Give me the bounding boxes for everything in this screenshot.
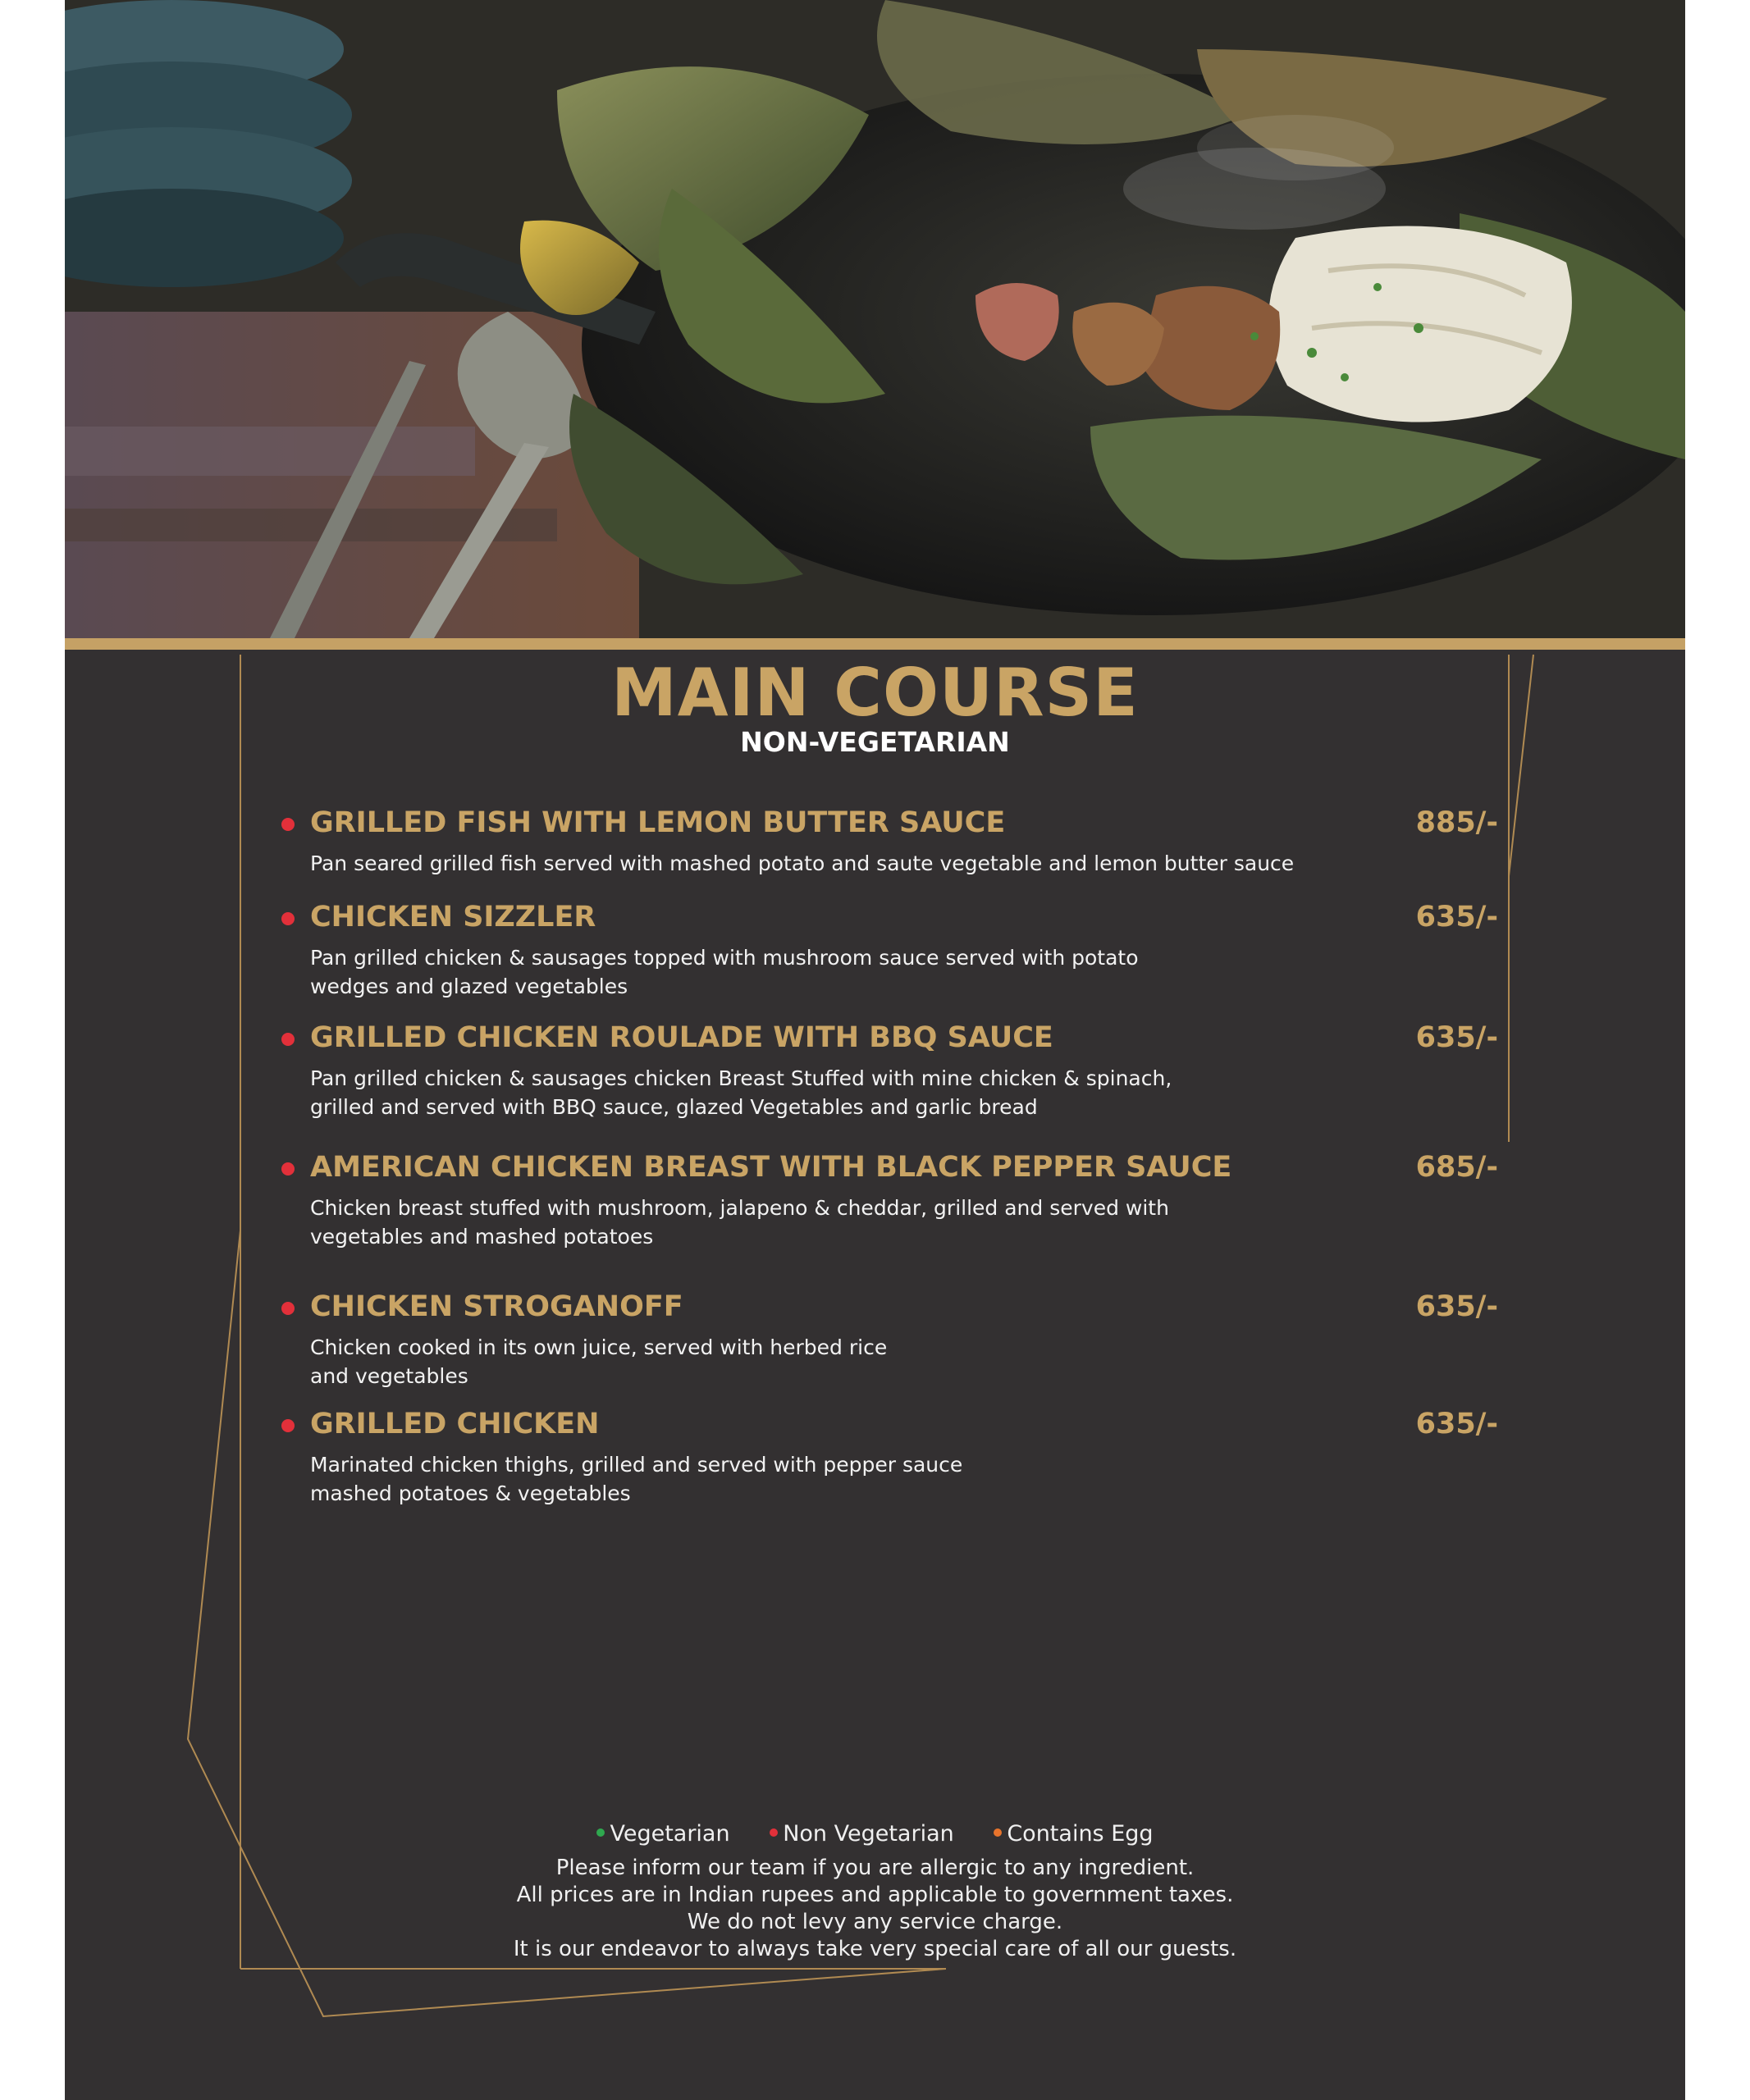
note-line: Please inform our team if you are allergic to any ingredient.	[555, 1856, 1195, 1880]
item-name: AMERICAN CHICKEN BREAST WITH BLACK PEPPER SAUCE	[310, 1151, 1232, 1184]
dietary-legend	[65, 1819, 1685, 1849]
item-name: CHICKEN SIZZLER	[310, 901, 596, 934]
legend-vegetarian	[596, 1819, 729, 1849]
non-veg-dot-icon	[281, 1033, 295, 1046]
item-name: GRILLED FISH WITH LEMON BUTTER SAUCE	[310, 806, 1006, 839]
gold-divider-band	[65, 638, 1685, 650]
legend-contains-egg	[994, 1819, 1153, 1849]
legend-contains-egg-label: Contains Egg	[1007, 1821, 1154, 1847]
egg-dot-icon	[994, 1828, 1002, 1837]
page-subtitle: NON-VEGETARIAN	[740, 726, 1010, 758]
item-description-line: Marinated chicken thighs, grilled and served with pepper sauce	[310, 1453, 963, 1477]
item-description-line: grilled and served with BBQ sauce, glazed Vegetables and garlic bread	[310, 1095, 1038, 1119]
item-description-line: Chicken breast stuffed with mushroom, jalapeno & cheddar, grilled and served with	[310, 1196, 1169, 1220]
item-description	[310, 1064, 1336, 1121]
item-description-line: Pan seared grilled fish served with mashed potato and saute vegetable and lemon butter sauce	[310, 851, 1295, 875]
item-description-line: and vegetables	[310, 1364, 468, 1388]
item-price: 885/-	[1415, 806, 1498, 839]
item-name: GRILLED CHICKEN	[310, 1408, 600, 1440]
item-description	[310, 849, 1336, 878]
page-title: MAIN COURSE	[611, 655, 1139, 731]
item-description-line: Chicken cooked in its own juice, served with herbed rice	[310, 1335, 888, 1359]
legend-non-vegetarian-label: Non Vegetarian	[783, 1821, 954, 1847]
non-veg-dot-icon	[770, 1828, 778, 1837]
item-price: 635/-	[1415, 1408, 1498, 1440]
item-description	[310, 943, 1336, 1001]
item-price: 685/-	[1415, 1151, 1498, 1184]
non-veg-dot-icon	[281, 1162, 295, 1176]
item-description-line: wedges and glazed vegetables	[310, 975, 628, 998]
item-description	[310, 1333, 1336, 1390]
non-veg-dot-icon	[281, 1302, 295, 1315]
veg-dot-icon	[596, 1828, 605, 1837]
item-description-line: Pan grilled chicken & sausages topped with mushroom sauce served with potato	[310, 946, 1139, 970]
food-photo-illustration	[65, 0, 1685, 638]
non-veg-dot-icon	[281, 818, 295, 831]
note-line: It is our endeavor to always take very special care of all our guests.	[513, 1937, 1237, 1961]
item-price: 635/-	[1415, 1021, 1498, 1054]
item-description-line: vegetables and mashed potatoes	[310, 1225, 654, 1249]
non-veg-dot-icon	[281, 912, 295, 925]
food-photo	[65, 0, 1685, 638]
item-name: GRILLED CHICKEN ROULADE WITH BBQ SAUCE	[310, 1021, 1053, 1054]
menu-notes	[65, 1855, 1685, 1963]
item-description	[310, 1450, 1336, 1508]
item-description-line: mashed potatoes & vegetables	[310, 1481, 631, 1505]
item-price: 635/-	[1415, 901, 1498, 934]
item-name: CHICKEN STROGANOFF	[310, 1290, 683, 1323]
note-line: All prices are in Indian rupees and applicable to government taxes.	[516, 1883, 1234, 1907]
item-price: 635/-	[1415, 1290, 1498, 1323]
legend-non-vegetarian	[770, 1819, 954, 1849]
item-description	[310, 1194, 1336, 1251]
menu-page	[65, 0, 1685, 2100]
note-line: We do not levy any service charge.	[687, 1910, 1063, 1934]
non-veg-dot-icon	[281, 1419, 295, 1432]
legend-vegetarian-label: Vegetarian	[610, 1821, 730, 1847]
item-description-line: Pan grilled chicken & sausages chicken Breast Stuffed with mine chicken & spinach,	[310, 1066, 1172, 1090]
